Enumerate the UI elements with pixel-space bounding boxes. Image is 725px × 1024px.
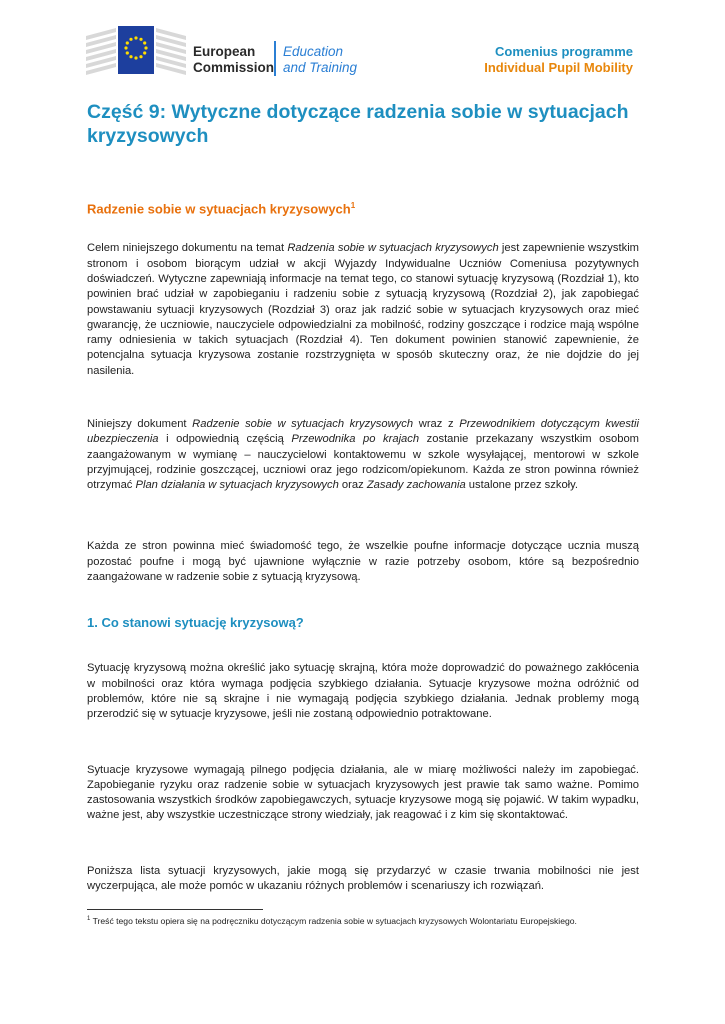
text-run: i odpowiednią częścią: [158, 433, 292, 446]
footnote-text: Treść tego tekstu opiera się na podręczniku dotyczącym radzenia sobie w sytuacjach kryzysowych Wolontariatu Europejskiego.: [90, 915, 577, 926]
paragraph-intro: [87, 241, 639, 379]
header-divider: [274, 41, 276, 76]
italic-run: Plan działania w sytuacjach kryzysowych: [135, 479, 339, 492]
subtitle-text: Radzenie sobie w sytuacjach kryzysowych: [87, 201, 351, 217]
text-run: jest zapewnienie wszystkim stronom i osobom biorącym udział w akcji Wyjazdy Indywidualne Uczniów Comeniusa pozytywnych doświadczeń. Wytyczne zapewniają informacje na temat tego, co stanowi sytuację kryzysową (Rozdział 1), kto powinien brać udział w zapobieganiu i radzeniu sobie z sytuacją kryzysową (Rozdział 2), jak zapobiegać powstawaniu sytuacji kryzysowych (Rozdział 3) oraz jak radzić sobie w sytuacjach kryzysowych oraz mieć gwarancję, że uczniowie, nauczyciele odpowiedzialni za mobilność, rodziny goszczące i rodzice mają wspólne ramy odniesienia w takich sytuacjach (Rozdział 4). Ten dokument powinien stanowić zapewnienie, że potencjalna sytuacja kryzysowa zostanie rozstrzygnięta w sposób skuteczny oraz, że nie dojdzie do jej nasilenia.: [87, 242, 639, 377]
subtitle: [87, 198, 639, 217]
page-title: Część 9: Wytyczne dotyczące radzenia sobie w sytuacjach kryzysowych: [87, 101, 629, 147]
footnote: [87, 913, 639, 927]
paragraph-definition: Sytuację kryzysową można określić jako sytuację skrajną, która może doprowadzić do poważnego zakłócenia w mobilności oraz która wymaga podjęcia szybkiego działania. Sytuacje kryzysowe można odróżnić od problemów, które nie są skrajne i nie wymagają podjęcia szybkiego działania. Jednak problemy mogą przerodzić się w sytuacje kryzysowe, jeśli nie zostaną odpowiednio potraktowane.: [87, 662, 639, 721]
document-body: [87, 100, 639, 894]
footnote-number: 1: [87, 916, 91, 922]
italic-run: Zasady zachowania: [366, 479, 466, 492]
italic-run: Przewodnika po krajach: [291, 433, 420, 446]
italic-run: Radzenie sobie w sytuacjach kryzysowych: [192, 418, 414, 430]
paragraph-list-intro: Poniższa lista sytuacji kryzysowych, jakie mogą się przydarzyć w czasie trwania mobilności nie jest wyczerpująca, ale może pomóc w ukazaniu różnych problemów i scenariuszy ich rozwiązań.: [87, 864, 639, 893]
text-run: oraz: [338, 479, 367, 492]
programme-line-2: Individual Pupil Mobility: [484, 60, 633, 75]
et-line-1: Education: [283, 44, 344, 59]
italic-run: Przewodnikiem dotyczącym kwestii ubezpieczenia: [87, 418, 639, 446]
education-training-wordmark: [283, 44, 357, 76]
text-run: zostanie przekazany wszystkim osobom zaangażowanym w wymianę – nauczycielowi kontaktowemu w szkole wysyłającej, mentorowi w szkole przyjmującej, rodzinie goszczącej, uczniowi oraz jego rodzicom/opiekunom. Każda ze stron powinna również otrzymać: [87, 433, 639, 492]
footnote-reference[interactable]: 1: [350, 201, 356, 210]
european-commission-wordmark: [193, 44, 274, 76]
programme-label: [484, 44, 633, 76]
page-header: [0, 0, 725, 90]
et-line-2: and Training: [283, 60, 358, 75]
european-commission-logo-icon: [86, 22, 186, 78]
italic-run: Radzenia sobie w sytuacjach kryzysowych: [287, 242, 499, 255]
paragraph-prevention: Sytuacje kryzysowe wymagają pilnego podjęcia działania, ale w miarę możliwości należy im zapobiegać. Zapobieganie ryzyku oraz radzenie sobie w sytuacjach kryzysowych jest prawie tak samo ważne. Pomimo zastosowania wszystkich środków zapobiegawczych, sytuacje kryzysowe mogą się pojawić. W takim wypadku, ważne jest, aby wszystkie uczestniczące strony wiedziały, jak reagować i z kim się skontaktować.: [87, 763, 639, 822]
programme-line-1: Comenius programme: [495, 44, 633, 59]
footnote-separator: [87, 909, 263, 910]
section-1-heading: 1. Co stanowi sytuację kryzysową?: [87, 615, 304, 631]
text-run: Celem niniejszego dokumentu na temat: [87, 242, 288, 255]
text-run: wraz z: [413, 418, 460, 430]
ec-line-2: Commission: [193, 60, 275, 75]
paragraph-documents: [87, 417, 639, 493]
text-run: ustalone przez szkoły.: [465, 479, 579, 492]
text-run: Niniejszy dokument: [87, 418, 193, 430]
paragraph-confidentiality: Każda ze stron powinna mieć świadomość tego, że wszelkie poufne informacje dotyczące ucznia muszą pozostać poufne i mogą być ujawnione wyłącznie w razie potrzeby osobom, które są bezpośrednio zaangażowane w radzenie sobie z sytuacją kryzysową.: [87, 540, 639, 584]
ec-line-1: European: [193, 44, 256, 59]
